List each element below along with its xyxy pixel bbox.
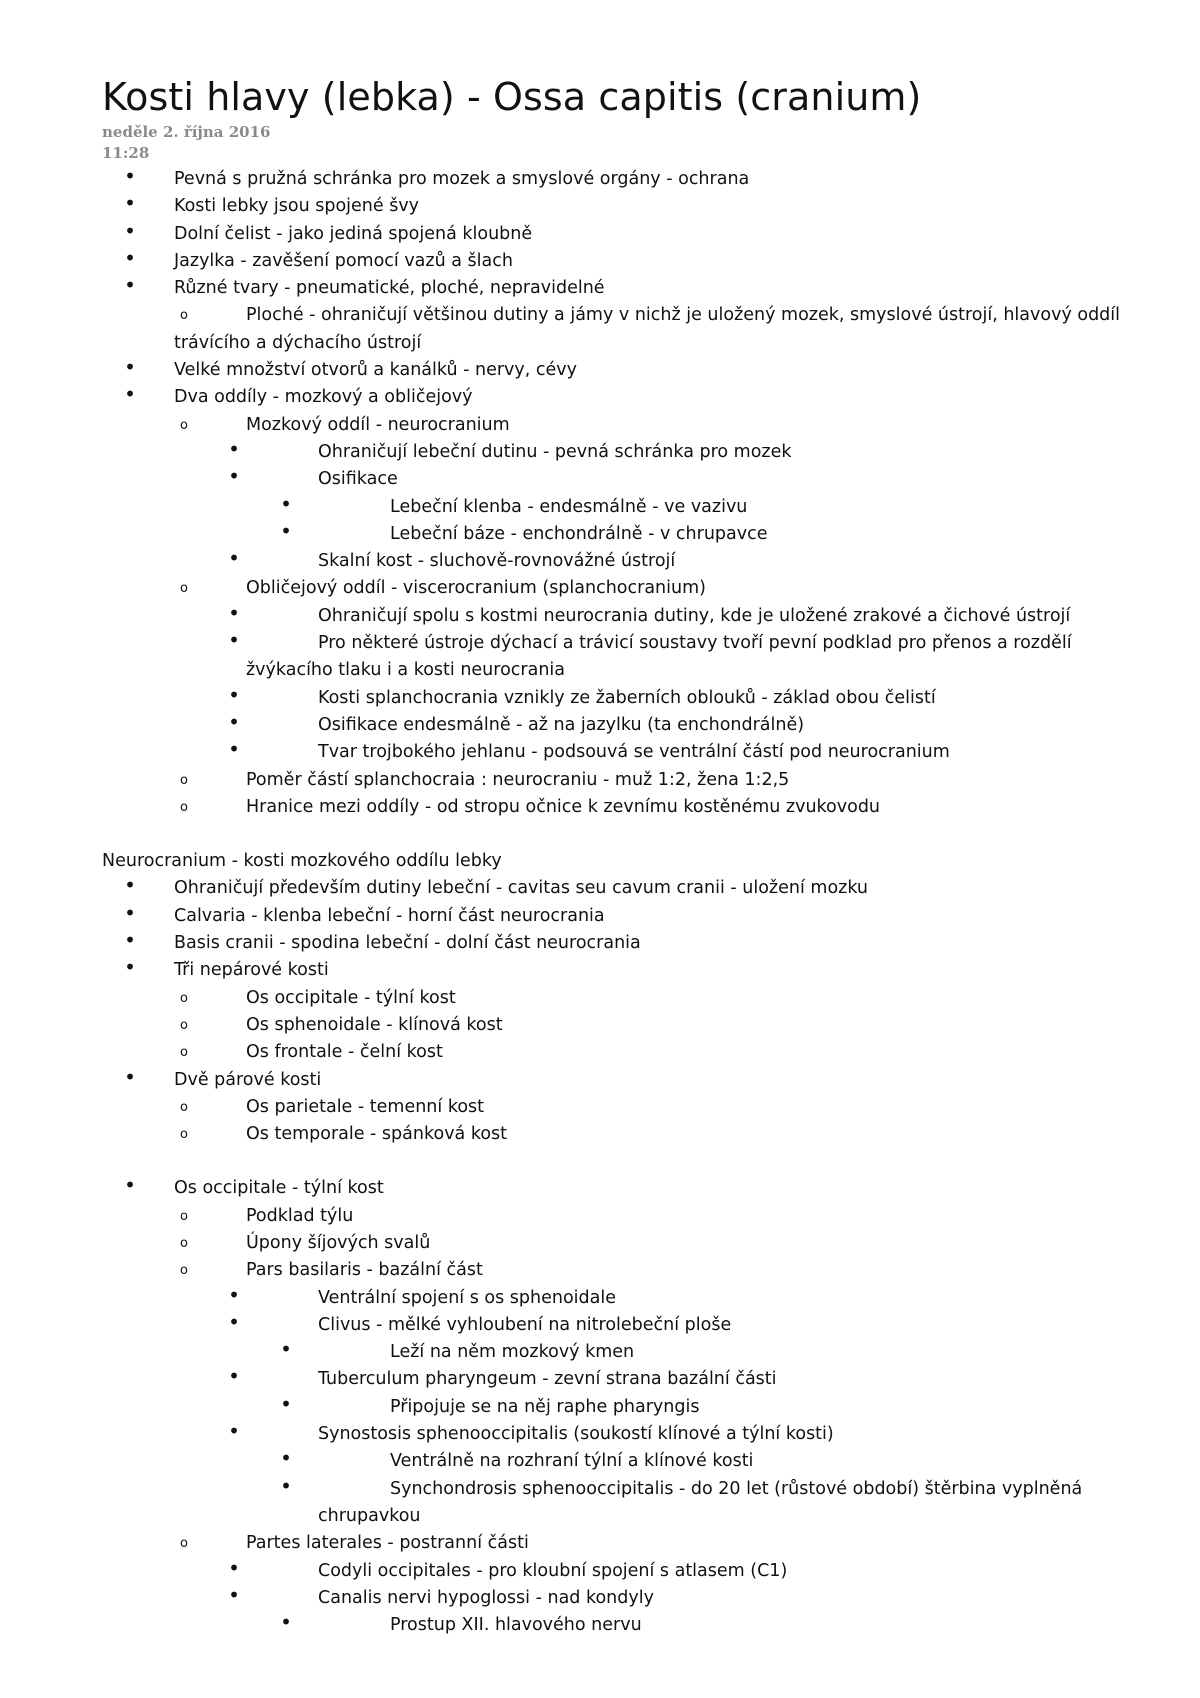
list-item-level-2: [102, 1121, 1160, 1148]
bullet-icon: •: [124, 955, 136, 980]
list-item-text: Pro některé ústroje dýchací a trávicí soustavy tvoří pevní podklad pro přenos a rozdělí žvýkacího tlaku i a kosti neurocrania: [246, 633, 1072, 681]
list-item-level-1: [102, 1064, 1160, 1094]
bullet-icon: •: [228, 600, 240, 625]
bullet-icon: •: [124, 218, 136, 243]
list-item-level-1: [102, 930, 1160, 957]
bullet-icon: •: [124, 928, 136, 953]
bullet-icon: •: [228, 682, 240, 707]
list-item-text: Pevná s pružná schránka pro mozek a smyslové orgány - ochrana: [174, 169, 750, 189]
list-item-level-2: [102, 412, 1160, 439]
list-item-text: Mozkový oddíl - neurocranium: [246, 414, 510, 435]
bullet-icon: •: [228, 1282, 240, 1307]
list-item-text: Osifikace endesmálně - až na jazylku (ta enchondrálně): [318, 714, 805, 735]
list-item-text: Tvar trojbokého jehlanu - podsouvá se ventrální částí pod neurocranium: [318, 742, 950, 763]
list-item-text: Ohraničují především dutiny lebeční - cavitas seu cavum cranii - uložení mozku: [174, 878, 869, 899]
circle-bullet-icon: o: [180, 1536, 188, 1552]
blank-line: [102, 821, 1160, 848]
circle-bullet-icon: o: [180, 799, 188, 815]
list-item-text: Dolní čelist - jako jediná spojená kloubně: [174, 223, 533, 244]
list-item-text: Kosti splanchocrania vznikly ze žaberních oblouků - základ obou čelistí: [318, 687, 936, 708]
list-item-text: Podklad týlu: [246, 1205, 354, 1226]
list-item-text: Ohraničují lebeční dutinu - pevná schránka pro mozek: [318, 441, 792, 462]
list-item-level-1: [102, 245, 1160, 275]
list-item-level-3: [102, 682, 1160, 712]
list-item-level-2: [102, 1094, 1160, 1121]
list-item-text: Osifikace: [318, 469, 398, 490]
list-item-level-2: [102, 1257, 1160, 1284]
bullet-icon: •: [124, 1064, 136, 1089]
list-item-text: Pars basilaris - bazální část: [246, 1260, 483, 1281]
list-item-text: Úpony šíjových svalů: [246, 1232, 431, 1253]
list-item-text: Prostup XII. hlavového nervu: [390, 1615, 642, 1636]
list-item-level-3: [102, 1309, 1160, 1339]
list-item-level-1: [102, 193, 1160, 220]
bullet-icon: •: [228, 464, 240, 489]
list-item-level-4: [102, 1612, 1160, 1639]
list-item-text: Os occipitale - týlní kost: [174, 1178, 384, 1199]
list-item-level-2: [102, 1203, 1160, 1230]
list-item-text: Lebeční báze - enchondrálně - v chrupavce: [390, 523, 768, 544]
list-item-level-4: [102, 1391, 1160, 1421]
list-item-text: Basis cranii - spodina lebeční - dolní část neurocrania: [174, 933, 641, 954]
bullet-icon: •: [228, 709, 240, 734]
list-item-text: Calvaria - klenba lebeční - horní část neurocrania: [174, 905, 605, 926]
circle-bullet-icon: o: [180, 772, 188, 788]
list-item-text: Ventrálně na rozhraní týlní a klínové kosti: [390, 1451, 754, 1472]
list-item-text: Clivus - mělké vyhloubení na nitrolebeční ploše: [318, 1314, 732, 1335]
list-item-level-3: [102, 739, 1160, 766]
list-item-level-4: [102, 491, 1160, 521]
section-heading: [102, 848, 1160, 875]
list-item-level-3: [102, 709, 1160, 739]
list-item-level-1: [102, 384, 1160, 411]
list-item-level-4: [102, 1339, 1160, 1366]
list-item-text: Canalis nervi hypoglossi - nad kondyly: [318, 1587, 654, 1608]
list-item-text: Jazylka - zavěšení pomocí vazů a šlach: [174, 250, 513, 271]
list-item-text: Tři nepárové kosti: [174, 960, 329, 981]
list-item-text: Os parietale - temenní kost: [246, 1096, 485, 1117]
bullet-icon: •: [280, 1391, 292, 1416]
list-item-level-1: [102, 357, 1160, 384]
bullet-icon: •: [124, 164, 136, 188]
list-item-level-2: [102, 302, 1160, 357]
bullet-icon: •: [228, 628, 240, 653]
page-title: Kosti hlavy (lebka) - Ossa capitis (cranium): [102, 75, 922, 119]
list-item-text: Ploché - ohraničují většinou dutiny a jámy v nichž je uložený mozek, smyslové ústrojí, hlavový oddíl trávícího a dýchacího ústrojí: [174, 305, 1121, 353]
circle-bullet-icon: o: [180, 990, 188, 1006]
list-item-level-3: [102, 1366, 1160, 1393]
bullet-icon: •: [124, 191, 136, 216]
list-item-text: Codyli occipitales - pro kloubní spojení s atlasem (C1): [318, 1560, 788, 1581]
list-item-level-1: [102, 957, 1160, 984]
list-item-level-1: [102, 1175, 1160, 1202]
circle-bullet-icon: o: [180, 1099, 188, 1115]
list-item-text: Ohraničují spolu s kostmi neurocrania dutiny, kde je uložené zrakové a čichové ústrojí: [318, 605, 1071, 626]
circle-bullet-icon: o: [180, 1045, 188, 1061]
list-item-level-1: [102, 218, 1160, 248]
list-item-level-2: [102, 1012, 1160, 1039]
list-item-text: Skalní kost - sluchově-rovnovážné ústrojí: [318, 551, 676, 572]
bullet-icon: •: [124, 273, 136, 298]
circle-bullet-icon: o: [180, 417, 188, 433]
list-item-text: Velké množství otvorů a kanálků - nervy, cévy: [174, 360, 577, 381]
circle-bullet-icon: o: [180, 581, 188, 597]
list-item-level-2: [102, 794, 1160, 821]
circle-bullet-icon: o: [180, 308, 188, 324]
bullet-icon: •: [280, 518, 292, 543]
list-item-level-1: [102, 166, 1160, 193]
list-item-level-2: [102, 985, 1160, 1012]
list-item-level-3: [102, 1582, 1160, 1612]
circle-bullet-icon: o: [180, 1127, 188, 1143]
list-item-level-4: [102, 1448, 1160, 1475]
list-item-text: Různé tvary - pneumatické, ploché, nepravidelné: [174, 278, 605, 299]
circle-bullet-icon: o: [180, 1017, 188, 1033]
bullet-icon: •: [280, 1446, 292, 1471]
blank-line: [102, 1148, 1160, 1175]
list-item-level-1: [102, 275, 1160, 302]
list-item-level-2: [102, 1039, 1160, 1066]
list-item-text: Hranice mezi oddíly - od stropu očnice k zevnímu kostěnému zvukovodu: [246, 796, 881, 817]
bullet-icon: •: [280, 1473, 292, 1498]
list-item-text: Připojuje se na něj raphe pharyngis: [390, 1396, 700, 1417]
note-date: neděle 2. října 2016: [102, 123, 271, 141]
bullet-icon: •: [228, 546, 240, 571]
bullet-icon: •: [124, 900, 136, 925]
bullet-icon: •: [228, 1582, 240, 1607]
bullet-icon: •: [124, 873, 136, 898]
list-item-text: Dvě párové kosti: [174, 1069, 322, 1090]
section-heading-text: Neurocranium - kosti mozkového oddílu lebky: [102, 851, 502, 872]
list-item-level-3: [102, 1282, 1160, 1312]
list-item-level-3: [102, 1421, 1160, 1448]
list-item-text: Leží na něm mozkový kmen: [390, 1342, 635, 1363]
bullet-icon: •: [228, 737, 240, 762]
list-item-level-3: [102, 630, 1160, 685]
list-item-text: Ventrální spojení s os sphenoidale: [318, 1287, 616, 1308]
list-item-text: Synostosis sphenooccipitalis (soukostí klínové a týlní kosti): [318, 1424, 834, 1445]
bullet-icon: •: [228, 1555, 240, 1580]
list-item-level-2: [102, 767, 1160, 794]
circle-bullet-icon: o: [180, 1208, 188, 1224]
list-item-text: Poměr částí splanchocraia : neurocraniu - muž 1:2, žena 1:2,5: [246, 769, 790, 790]
list-item-text: Os frontale - čelní kost: [246, 1042, 443, 1063]
list-item-text: Tuberculum pharyngeum - zevní strana bazální části: [318, 1369, 777, 1390]
bullet-icon: •: [124, 382, 136, 407]
list-item-level-1: [102, 900, 1160, 930]
circle-bullet-icon: o: [180, 1263, 188, 1279]
list-item-level-3: [102, 600, 1160, 630]
list-item-text: Partes laterales - postranní části: [246, 1533, 529, 1554]
list-item-text: Synchondrosis sphenooccipitalis - do 20 let (růstové období) štěrbina vyplněná chrupavkou: [318, 1478, 1083, 1526]
list-item-level-2: [102, 1530, 1160, 1557]
bullet-icon: •: [228, 1309, 240, 1334]
outline: [102, 166, 1160, 1639]
bullet-icon: •: [228, 1364, 240, 1389]
bullet-icon: •: [280, 491, 292, 516]
list-item-level-2: [102, 575, 1160, 602]
bullet-icon: •: [228, 1419, 240, 1444]
note-time: 11:28: [102, 144, 150, 162]
list-item-level-4: [102, 1473, 1160, 1531]
list-item-text: Os occipitale - týlní kost: [246, 987, 456, 1008]
list-item-level-3: [102, 1555, 1160, 1585]
bullet-icon: •: [280, 1337, 292, 1362]
bullet-icon: •: [228, 436, 240, 461]
bullet-icon: •: [124, 245, 136, 270]
list-item-text: Os temporale - spánková kost: [246, 1124, 508, 1145]
list-item-level-4: [102, 518, 1160, 548]
list-item-level-3: [102, 436, 1160, 466]
list-item-text: Lebeční klenba - endesmálně - ve vazivu: [390, 496, 748, 517]
list-item-level-3: [102, 548, 1160, 575]
list-item-level-1: [102, 875, 1160, 902]
list-item-text: Dva oddíly - mozkový a obličejový: [174, 387, 473, 408]
list-item-text: Os sphenoidale - klínová kost: [246, 1014, 503, 1035]
list-item-level-3: [102, 466, 1160, 493]
list-item-text: Kosti lebky jsou spojené švy: [174, 196, 420, 217]
bullet-icon: •: [124, 1173, 136, 1198]
list-item-text: Obličejový oddíl - viscerocranium (splanchocranium): [246, 578, 706, 599]
list-item-level-2: [102, 1230, 1160, 1257]
bullet-icon: •: [280, 1610, 292, 1635]
bullet-icon: •: [124, 355, 136, 380]
circle-bullet-icon: o: [180, 1235, 188, 1251]
